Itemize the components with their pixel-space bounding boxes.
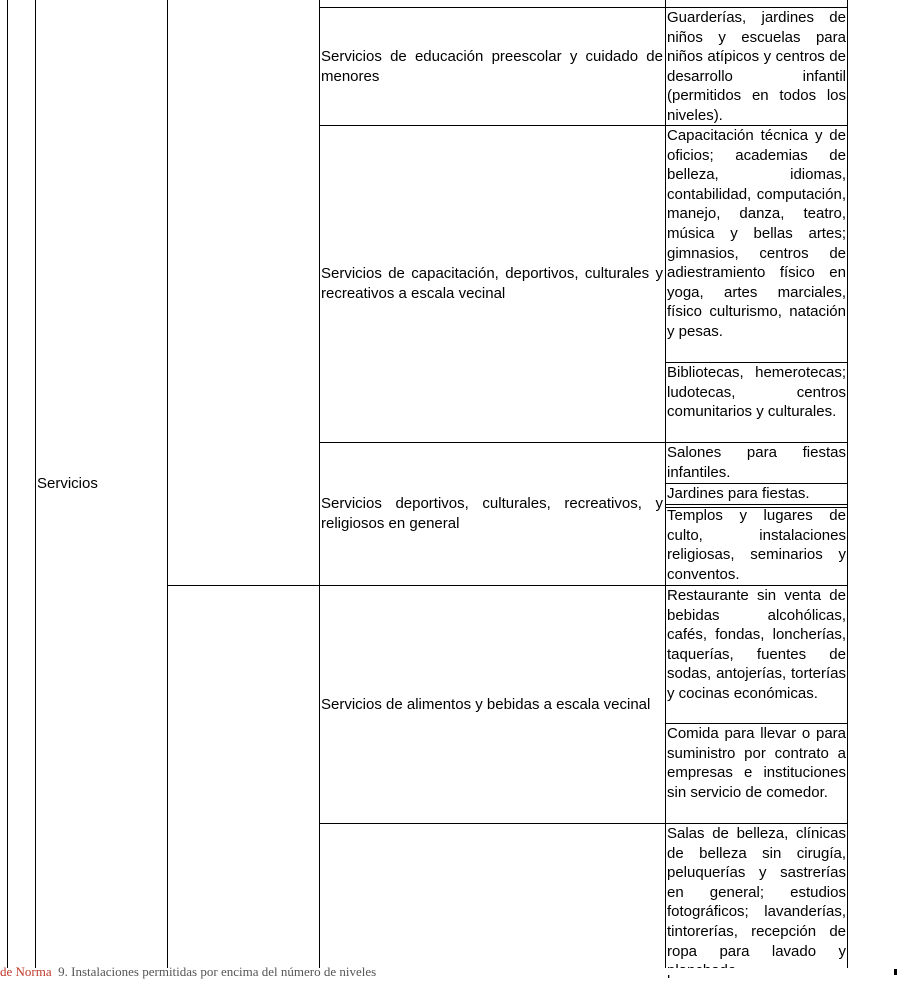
use-cell: Templos y lugares de culto, instalaciones religiosas, seminarios y conventos. xyxy=(667,507,846,583)
footer-marker xyxy=(894,969,897,975)
use-cell: Comida para llevar o para suministro por contrato a empresas e instituciones sin servicio de comedor. xyxy=(667,725,846,801)
use-cell: Salas de belleza, clínicas de belleza sin cirugía, peluquerías y sastrerías en general; estudios fotográficos; lavanderías, tintorerías, recepción de ropa para lavado y xyxy=(667,825,846,960)
page-footer xyxy=(0,964,898,979)
footer-prefix: de Norma xyxy=(0,964,52,979)
group-cell xyxy=(37,0,165,968)
column-divider-1 xyxy=(35,0,36,968)
table-border-left xyxy=(7,0,8,968)
use-cell: Capacitación técnica y de oficios; academias de belleza, idiomas, contabilidad, computación, manejo, danza, teatro, música y bellas artes; gimnasios, centros de adiestramiento físico en yoga, artes marciales, físico culturismo, natación y pesas. xyxy=(667,127,846,340)
subgroup-label: Servicios de capacitación, deportivos, culturales y recreativos a escala vecinal xyxy=(321,265,663,302)
subgroup-cell xyxy=(321,126,663,442)
subgroup-label: Servicios deportivos, culturales, recreativos, y religiosos en general xyxy=(321,495,663,532)
subgroup-label: Servicios de alimentos y bebidas a escala vecinal xyxy=(321,695,651,713)
group-label: Servicios xyxy=(37,475,98,493)
subgroup-cell xyxy=(321,8,663,125)
use-cell: Salones para fiestas infantiles. xyxy=(667,444,846,481)
subgroup-cell xyxy=(321,586,663,823)
row-divider xyxy=(665,504,848,505)
subgroup-cell xyxy=(321,443,663,585)
column-divider-2 xyxy=(167,0,168,968)
use-cell: Restaurante sin venta de bebidas alcohólicas, cafés, fondas, loncherías, taquerías, fuentes de sodas, antojerías, torterías y cocinas económicas. xyxy=(667,587,846,702)
footer-text: 9. Instalaciones permitidas por encima del número de niveles xyxy=(58,964,377,979)
subgroup-label: Servicios de educación preescolar y cuidado de menores xyxy=(321,47,663,85)
use-cell: Guarderías, jardines de niños y escuelas para niños atípicos y centros de desarrollo infantil (permitidos en todos los niveles). xyxy=(667,9,846,124)
subgroup-cell xyxy=(321,824,663,968)
use-cell: Jardines para fiestas. xyxy=(667,485,810,502)
footer-note xyxy=(0,964,376,980)
use-cell: Bibliotecas, hemerotecas; ludotecas, centros comunitarios y culturales. xyxy=(667,364,846,421)
